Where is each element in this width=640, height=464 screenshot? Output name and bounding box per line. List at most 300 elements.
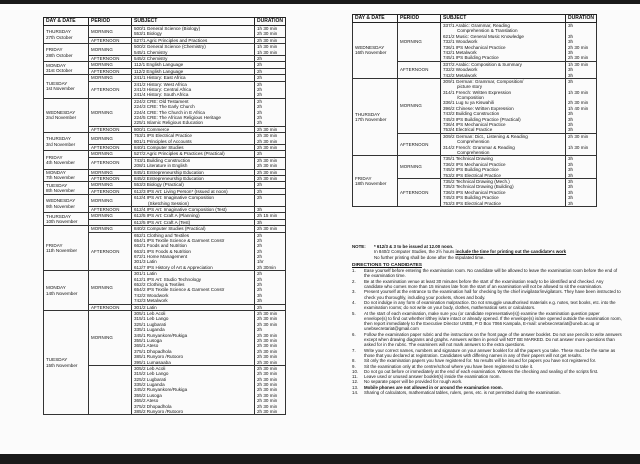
day-date: 11th November (46, 248, 78, 254)
note-line-2a: In 840/2 Computer Studies, the 2½ hours (374, 249, 456, 255)
period-cell: MORNING (89, 44, 132, 56)
subject-entry: 527/1 Agric Principles and Practices (134, 37, 208, 43)
direction-number: 4. (352, 299, 356, 305)
day-date: 2nd November (46, 115, 77, 121)
duration-entry: 2h 30 min (567, 44, 589, 50)
duration-entry: 3h (256, 219, 263, 225)
subject-entry: 395/1 Lumasaaba (134, 359, 171, 365)
duration-entry: 2h (256, 243, 263, 249)
subject-entry: 742/1 Metalwork (443, 49, 477, 55)
subject-entry: 112/1 English Language (134, 62, 184, 68)
day-name: MONDAY (46, 170, 66, 175)
duration-entry: 2h (256, 188, 263, 194)
duration-entry: 2h 30 min (256, 316, 278, 322)
table-header-row (353, 15, 597, 23)
subject-entry: 224/2 CRE: Old Testament (134, 98, 189, 104)
subject-cell (441, 61, 566, 78)
duration-entry: 1h 30 min (256, 44, 278, 50)
direction-number: 9. (352, 363, 356, 369)
day-date-cell (44, 182, 89, 195)
period-cell: AFTERNOON (89, 304, 132, 310)
duration-entry: 3h (567, 116, 574, 122)
subject-entry: 315/1 Leb Lango (134, 316, 169, 322)
note-line-3: No further printing shall be done after the stipulated time. (374, 254, 485, 260)
subject-entry: 735/3 Technical Drawing (Building) (443, 184, 514, 190)
subject-entry: 735/1 Technical Drawing (443, 156, 493, 162)
subject-entry: 612/7 IPS History of Art & Appreciation (134, 264, 213, 270)
direction-number: 14. (352, 390, 359, 396)
table-row (44, 271, 286, 304)
subject-entry: 208/1 Literature in English (134, 163, 188, 169)
subject-cell (132, 365, 255, 415)
header-subject: SUBJECT (132, 18, 255, 26)
subject-entry: 241/1 History: East Africa (134, 75, 186, 81)
day-date-cell (44, 75, 89, 99)
duration-cell (565, 61, 596, 78)
duration-entry: 2h (256, 104, 263, 110)
day-date: 27th October (46, 34, 73, 40)
duration-cell (565, 78, 596, 133)
duration-entry: 2h (256, 62, 263, 68)
duration-entry: 3h (256, 298, 263, 304)
subject-cell (132, 311, 255, 366)
subject-entry: 241/2 History: West Africa (134, 81, 187, 87)
duration-entry: 2h (256, 114, 263, 120)
duration-entry: 2h (256, 81, 263, 87)
subject-entry: Comprehension (457, 139, 490, 145)
subject-entry: 225/1 Islamic Religious Education (134, 120, 203, 126)
header-period: PERIOD (89, 18, 132, 26)
subject-entry: 325/1 Lugbarati (134, 321, 166, 327)
period-cell: AFTERNOON (398, 133, 441, 156)
duration-entry: 2h 30 min (567, 133, 589, 139)
timetable-page-right (320, 4, 640, 454)
subject-cell (132, 271, 255, 304)
subject-cell (441, 156, 566, 179)
subject-entry: 305/2 Leb Acoli (134, 365, 166, 371)
duration-entry: 2h 30 min (256, 138, 278, 144)
duration-cell (565, 133, 596, 156)
duration-entry: 2h 30 min (256, 321, 278, 327)
subject-entry: 800/1 Commerce (134, 126, 170, 132)
subject-entry: 652/1 Clothing and Textiles (134, 232, 190, 238)
timetable-right-body (353, 23, 597, 207)
duration-cell (565, 23, 596, 62)
duration-entry: 3h (567, 33, 574, 39)
duration-entry: 2h 30min (256, 264, 276, 270)
subject-entry: 500/1 General Science (Biology) (134, 26, 201, 31)
header-period: PERIOD (398, 15, 441, 23)
direction-text: Do not go out before or immediately at the end of each examination. Witness the checking and sealing of the scripts first. (364, 368, 599, 374)
subject-entry: 385/1 Runyoro /Rutooro (134, 354, 184, 360)
subject-entry: 736/2 IPS Mechanical Practice (443, 161, 506, 167)
duration-entry: 2h 30 min (256, 382, 278, 388)
duration-entry: 2h (256, 304, 263, 310)
day-date-cell (44, 44, 89, 62)
duration-entry: 2h 30 min (256, 354, 278, 360)
header-subject: SUBJECT (441, 15, 566, 23)
duration-entry: 2h 30 min (256, 175, 278, 181)
subject-cell (132, 44, 255, 56)
table-row (44, 44, 286, 56)
duration-entry: 3h (567, 178, 574, 184)
timetable-page-left (0, 4, 320, 454)
duration-entry: 2h (256, 86, 263, 92)
duration-entry: 1h 30 min (567, 89, 589, 95)
subject-entry: 335/1 Luganda (134, 327, 165, 333)
direction-number: 2. (352, 278, 356, 284)
subject-cell (441, 78, 566, 133)
direction-item (352, 311, 622, 332)
subject-entry: 337/1 Arabic: Grammar, Reading (443, 23, 510, 28)
day-date: 7th November (46, 175, 75, 181)
subject-entry: 621/2 Music: General Music Knowledge (443, 33, 524, 39)
duration-entry: 2h (256, 327, 263, 333)
table-row (44, 133, 286, 145)
direction-number: 1. (352, 268, 356, 274)
duration-entry: 2h (256, 287, 263, 293)
duration-entry: 3h (567, 49, 574, 55)
subject-entry: 345/2 Runyankore/Rukiga (134, 387, 188, 393)
direction-number: 13. (352, 384, 359, 390)
period-cell (89, 365, 132, 415)
direction-item (352, 268, 622, 279)
day-date: 8th November (46, 188, 75, 194)
subject-entry: 336/1 Lug Iu ya Kiswahili (443, 100, 494, 106)
subject-entry: 337/2 Arabic: Composition & Summary (443, 61, 522, 67)
duration-entry: 2h 30 min (256, 392, 278, 398)
subject-entry: 743/2 Building Construction (443, 111, 500, 117)
day-name: WEDNESDAY (46, 198, 76, 204)
subject-entry: 753/2 IPS Electrical Practice (443, 172, 501, 178)
day-date: 4th November (46, 159, 75, 165)
subject-entry: 736/4 IPS Mechanical Practice (443, 122, 506, 128)
subject-entry: 612/4 IPS Art: Imaginative Composition (134, 195, 214, 201)
duration-cell (254, 44, 285, 56)
duration-cell (254, 81, 285, 98)
period-cell: MORNING (89, 133, 132, 145)
duration-entry: 3h (256, 292, 263, 298)
subject-entry: 654/2 IPS Textile Science & Garment Constr (134, 287, 225, 293)
subject-cell (132, 195, 255, 207)
day-date-cell (44, 151, 89, 169)
duration-entry: 2h (256, 98, 263, 104)
subject-entry: 553/1 Biology (134, 31, 162, 37)
subject-entry: 309/2 German: Dict., Listening & Reading (443, 133, 528, 139)
subject-entry: 365/2 Ateso (134, 398, 159, 404)
subject-entry: 224/4 CRE: The Church in E Africa (134, 109, 205, 115)
period-cell: AFTERNOON (89, 206, 132, 212)
period-cell: MORNING (398, 78, 441, 133)
day-date: 3rd November (46, 141, 76, 147)
day-name: WEDNESDAY (355, 45, 385, 51)
subject-entry: 301/3 Latin (134, 259, 157, 265)
direction-text: Present yourself at the entrance to the examination hall for checking by the chief invigilator/invigilators. They have been instructed to check you thoroughly, including your pockets, shoes and body. (364, 289, 621, 300)
direction-number: 6. (352, 331, 356, 337)
duration-entry: 2h 30 min (256, 332, 278, 338)
subject-entry: 845/2 Entrepreneurship Education (134, 175, 204, 181)
period-cell: AFTERNOON (89, 37, 132, 43)
day-date: 10th November (46, 219, 78, 225)
duration-entry: 3h (567, 23, 574, 28)
period-cell: MORNING (89, 62, 132, 68)
duration-entry: 3h (567, 39, 574, 45)
duration-entry (568, 150, 594, 155)
day-name: MONDAY (46, 285, 66, 291)
notes-section (352, 244, 622, 395)
day-date: 9th November (46, 203, 75, 209)
subject-cell (132, 157, 255, 169)
duration-entry: 2h 30 min (256, 226, 278, 232)
direction-number: 5. (352, 310, 356, 316)
header-duration: DURATION (565, 15, 596, 23)
duration-entry: 2h 30 min (256, 311, 278, 316)
day-name: THURSDAY (46, 213, 71, 219)
subject-entry: 732/1 Woodwork (443, 39, 478, 45)
subject-entry: 672/1 Home Management (134, 254, 188, 260)
period-cell: AFTERNOON (89, 55, 132, 61)
subject-cell (441, 23, 566, 62)
direction-number: 10. (352, 368, 359, 374)
subject-entry: 553/3 Biology (Practical) (134, 182, 184, 188)
day-date: 31st October (46, 68, 73, 74)
direction-text: Leave used or unused answer booklet(s) inside the examination room. (364, 374, 501, 380)
duration-entry: 2h 30 min (256, 163, 278, 169)
subject-entry: Comprehension (457, 149, 490, 155)
subject-entry: 500/2 General Science (Chemistry) (134, 44, 206, 50)
day-name: FRIDAY (46, 242, 63, 248)
day-date: 14th November (46, 290, 78, 296)
duration-cell (254, 26, 285, 38)
duration-entry: 3h (567, 195, 574, 201)
duration-entry: 3h (567, 167, 574, 173)
timetable-left-body (44, 26, 286, 415)
day-name: FRIDAY (46, 47, 63, 53)
period-cell: AFTERNOON (89, 144, 132, 150)
duration-entry: 2h 30 min (256, 37, 278, 43)
subject-entry: 736/1 IPS Mechanical Practice (443, 44, 506, 50)
subject-entry: 365/1 Ateso (134, 343, 159, 349)
table-row (44, 26, 286, 38)
table-row (44, 195, 286, 207)
duration-entry: 3h (256, 206, 263, 212)
subject-entry: 735/2 Technical Drawing (Mech.) (443, 178, 510, 184)
period-cell: MORNING (89, 271, 132, 304)
subject-entry: 224/5 CRE: The African Religious Heritage (134, 114, 221, 120)
note-line-1: * 612/3 & 3 to be issued at 12.00 noon. (374, 244, 454, 249)
subject-entry: 742/2 Metalwork (443, 72, 477, 78)
duration-entry: 2h (256, 254, 263, 260)
duration-entry: 1h 40 min (567, 105, 589, 111)
direction-text: Do not indulge in any form of examination malpractice. Do not smuggle unauthorised materials e.g. notes, text books, etc. into the examination rooms; do not write on your body, clothes, mathematical sets or calculators. (364, 299, 616, 311)
duration-entry: 3h (567, 184, 574, 190)
direction-item (352, 348, 622, 359)
subject-entry: 745/3 IPS Building Practice (Practical) (443, 116, 521, 122)
duration-entry: 2h 30 min (256, 126, 278, 132)
direction-item (352, 300, 622, 311)
duration-entry: 2h (256, 248, 263, 254)
period-cell: AFTERNOON (89, 188, 132, 194)
duration-entry: 2h (256, 75, 263, 81)
period-cell: MORNING (398, 23, 441, 62)
subject-entry: 612/1 IPS Art: Studio Technology (134, 276, 202, 282)
subject-entry: 845/1 Entrepreneurship Education (134, 169, 204, 175)
subject-entry: 385/2 Runyoro /Rutooro (134, 409, 184, 415)
direction-text: Ease yourself before entering the examination room. No candidate will be allowed to leave the examination room before the end of the examination time. (364, 268, 618, 279)
directions-list (352, 268, 622, 395)
period-cell: MORNING (89, 151, 132, 157)
period-cell: AFTERNOON (398, 178, 441, 206)
direction-text: Sharing of calculators, mathematical tables, rulers, pens, etc. is not permitted during the examination. (364, 390, 561, 396)
day-name: FRIDAY (46, 154, 63, 160)
duration-entry: 1h 30 min (567, 144, 589, 150)
subject-entry: 745/1 IPS Building Practice (443, 55, 499, 61)
day-date: 16th November (355, 50, 387, 56)
day-date-cell (44, 26, 89, 44)
duration-cell (254, 271, 285, 304)
subject-entry: 527/2 Agric Principles & Practices (Practical) (134, 151, 225, 157)
period-cell: MORNING (89, 75, 132, 81)
period-cell: AFTERNOON (89, 68, 132, 74)
subject-entry: 301/2 Latin (134, 304, 157, 310)
day-name: TUESDAY (46, 182, 68, 188)
table-row (353, 23, 597, 62)
direction-item (352, 390, 622, 395)
day-date: 18th November (355, 181, 387, 187)
day-date: 17th November (355, 117, 387, 123)
subject-entry: 753/3 IPS Electrical Practice (443, 200, 501, 206)
subject-cell (132, 81, 255, 98)
day-date-cell (44, 195, 89, 213)
period-cell: MORNING (89, 169, 132, 175)
direction-item (352, 279, 622, 290)
subject-cell (132, 26, 255, 38)
duration-entry: 2h (256, 182, 263, 188)
subject-entry: 375/1 Dhopadhola (134, 348, 172, 354)
subject-entry: 840/1 Computer Studies (134, 144, 184, 150)
header-day: DAY & DATE (44, 18, 89, 26)
direction-text: Sit only the examination papers you have registered for. No results will be issued for papers you have not registered for. (364, 358, 597, 364)
duration-entry: 3h (567, 161, 574, 167)
duration-entry: 2h (256, 282, 263, 288)
duration-entry: 3h (567, 156, 574, 162)
day-date-cell (44, 169, 89, 182)
table-header-row (44, 18, 286, 26)
day-name: THURSDAY (46, 136, 71, 142)
subject-entry: 345/1 Runyankore/Rukiga (134, 332, 188, 338)
subject-entry: 314/1 French: Written Expression (443, 89, 512, 95)
period-cell: AFTERNOON (89, 232, 132, 271)
day-name: TUESDAY (46, 357, 68, 363)
subject-entry: 612/5 IPS Art: Craft A (Test) (134, 219, 191, 225)
duration-entry: 3h (567, 127, 574, 133)
period-cell: MORNING (89, 195, 132, 207)
direction-number: 12. (352, 379, 359, 385)
subject-entry: 301/1 Latin (134, 271, 157, 277)
day-date-cell (353, 23, 398, 79)
subject-entry: 355/1 Lusoga (134, 337, 162, 343)
direction-text: No separate paper will be provided for rough work. (364, 379, 463, 385)
direction-text: Follow the examination paper rubric and the instructions on the front page of the answer booklet. Do not use pencils to write answers except when drawing diagrams and graphs. Answers written in pencil will NOT BE MARKED. Do not answer more questions than asked for in the rubric. The examiners will not mark answers to the extra questions. (364, 331, 622, 348)
duration-entry: 2h 30 min (256, 403, 278, 409)
day-date-cell (44, 226, 89, 271)
duration-entry: 2h (256, 232, 263, 238)
subject-entry: 736/3 IPS Mechanical Practice (443, 189, 506, 195)
duration-entry: 1hr (256, 259, 264, 265)
duration-entry: 2h (256, 195, 263, 201)
duration-entry: 3h (567, 200, 574, 206)
table-row (44, 311, 286, 366)
duration-entry: 3h (567, 189, 574, 195)
subject-entry: 241/4 History: South Africa (134, 92, 189, 98)
subject-entry: (Sketching Session) (148, 200, 189, 206)
subject-cell (132, 98, 255, 126)
duration-entry: 2h 30 min (256, 371, 278, 377)
period-cell: MORNING (398, 156, 441, 179)
header-day: DAY & DATE (353, 15, 398, 23)
subject-entry: 742/3 Metalwork (134, 298, 168, 304)
timetable-left (43, 17, 286, 415)
duration-entry: 2h 30 min (256, 398, 278, 404)
duration-entry: 3h (567, 67, 574, 73)
day-date: 28th October (46, 52, 73, 58)
subject-entry: 612/5 IPS Art: Craft A (Planning) (134, 213, 200, 219)
duration-entry: 2h (256, 55, 263, 61)
duration-entry: 2h (256, 68, 263, 74)
note (352, 244, 622, 260)
period-cell: AFTERNOON (398, 61, 441, 78)
day-name: TUESDAY (46, 81, 68, 87)
day-date-cell (44, 271, 89, 311)
day-date: 1st November (46, 86, 75, 92)
duration-entry: 1h 30 min (567, 61, 589, 67)
subject-entry: 663/1 IPS Foods & Nutrition (134, 248, 191, 254)
duration-entry: 3h (567, 122, 574, 128)
duration-entry: 3h (567, 172, 574, 178)
day-name: THURSDAY (355, 111, 380, 117)
duration-cell (254, 98, 285, 126)
duration-entry: 1h 30 min (256, 49, 278, 55)
day-date-cell (44, 213, 89, 226)
subject-entry: 224/3 CRE: The Early Church (134, 104, 195, 110)
duration-entry: 2h 30 min (256, 133, 278, 139)
duration-entry: 2h 30 min (567, 55, 589, 61)
duration-cell (565, 156, 596, 179)
duration-entry: 2h (256, 276, 263, 282)
day-name: WEDNESDAY (46, 110, 76, 116)
period-cell: MORNING (89, 311, 132, 366)
day-date-cell (353, 156, 398, 207)
period-cell: AFTERNOON (89, 81, 132, 98)
subject-entry: 355/2 Lusoga (134, 392, 162, 398)
duration-entry: 2h (256, 109, 263, 115)
subject-entry: 753/4 Electrical Practice (443, 127, 493, 133)
duration-entry: 2h 30 min (256, 157, 278, 163)
subject-entry: /Composition (457, 95, 484, 101)
duration-entry: 2h 30 min (256, 376, 278, 382)
direction-text: Sit the examination only at the centre/school where you have been registered to take it. (364, 363, 534, 369)
subject-entry: 652/2 Clothing & Textiles (134, 282, 185, 288)
duration-cell (254, 157, 285, 169)
subject-entry: 753/1 IPS Electrical Practice (134, 133, 192, 139)
day-date-cell (353, 78, 398, 155)
table-row (44, 98, 286, 126)
day-date-cell (44, 133, 89, 151)
direction-item (352, 332, 622, 348)
direction-number: 7. (352, 347, 356, 353)
subject-entry: 745/3 IPS Building Practice (443, 195, 499, 201)
subject-entry: 545/2 Chemistry (134, 55, 168, 61)
